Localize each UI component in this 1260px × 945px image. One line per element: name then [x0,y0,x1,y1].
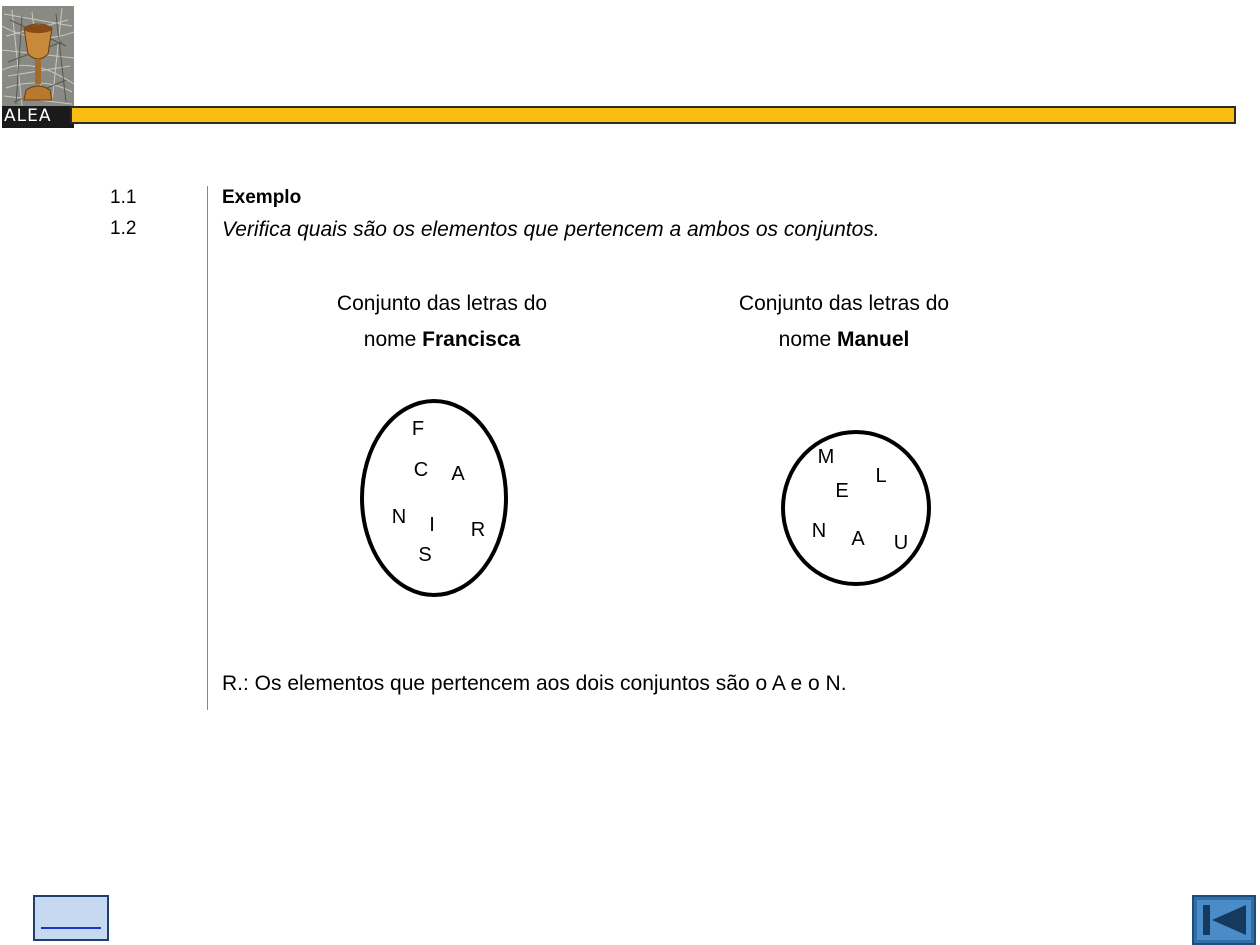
set-element: U [893,532,909,554]
set-element: S [418,544,432,566]
caption-line [694,322,994,358]
answer-text: R.: Os elementos que pertencem aos dois conjuntos são o A e o N. [222,672,847,695]
set-element: R [470,519,486,541]
skip-back-icon[interactable] [1192,895,1256,945]
caption-prefix: nome [778,328,838,351]
set-element: C [413,459,429,481]
set-element: I [429,514,435,536]
set-manuel-ellipse [783,432,929,584]
set-name: Manuel [837,328,910,351]
set-name: Francisca [422,328,521,351]
caption-prefix: nome [363,328,423,351]
set-element: N [391,506,407,528]
set-manuel [783,432,929,584]
home-link-icon [41,927,101,929]
section-number: 1.1 [110,187,137,208]
set-element: E [835,480,849,502]
set-element: N [811,520,827,542]
set-francisca [362,401,506,595]
set-element: F [411,418,425,440]
caption-line: Conjunto das letras do [336,292,548,315]
caption-line [292,322,592,358]
set-element: A [451,463,465,485]
set-element: A [851,528,865,550]
header-bar [70,106,1236,124]
section-number: 1.2 [110,218,137,239]
set-element: M [817,446,835,468]
vertical-divider [207,186,208,710]
set-caption-manuel [694,286,994,358]
home-button[interactable] [33,895,109,941]
logo-text: ALEA [4,106,52,126]
set-element: L [875,465,887,487]
section-heading: Exemplo [222,187,302,208]
caption-line: Conjunto das letras do [738,292,950,315]
set-francisca-ellipse [362,401,506,595]
instruction-text: Verifica quais são os elementos que pertencem a ambos os conjuntos. [222,218,880,241]
set-caption-francisca [292,286,592,358]
